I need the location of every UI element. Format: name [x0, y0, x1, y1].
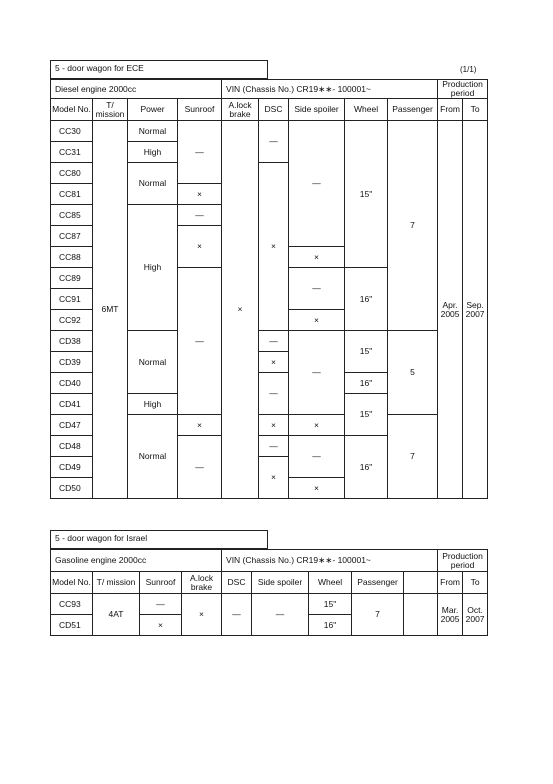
header-power: Power [128, 99, 178, 121]
header-from: From [438, 99, 463, 121]
israel-spec-table [50, 549, 488, 636]
spoiler-cell: — [252, 594, 309, 636]
model-cell: CC89 [51, 268, 93, 289]
passenger-cell: 5 [388, 331, 438, 415]
sunroof-cell: — [178, 436, 222, 499]
alock-cell: × [182, 594, 222, 636]
spoiler-cell: × [289, 310, 345, 331]
sunroof-cell: — [178, 268, 222, 415]
dsc-cell: × [259, 352, 289, 373]
ece-spec-table [50, 79, 488, 499]
model-cell: CD50 [51, 478, 93, 499]
model-cell: CD40 [51, 373, 93, 394]
dsc-cell: — [222, 594, 252, 636]
sunroof-cell: — [178, 121, 222, 184]
passenger-cell: 7 [388, 415, 438, 499]
model-cell: CC31 [51, 142, 93, 163]
spoiler-cell: — [289, 436, 345, 478]
sunroof-cell: × [178, 226, 222, 268]
spoiler-cell: × [289, 415, 345, 436]
header-blank [404, 572, 438, 594]
spoiler-cell: — [289, 268, 345, 310]
header-side-spoiler: Side spoiler [252, 572, 309, 594]
header-dsc: DSC [259, 99, 289, 121]
power-cell: Normal [128, 331, 178, 394]
passenger-cell: 7 [388, 121, 438, 331]
to-cell: Sep. 2007 [463, 121, 488, 499]
ece-engine: Diesel engine 2000cc [51, 80, 222, 99]
wheel-cell: 15" [345, 331, 388, 373]
wheel-cell: 16" [345, 268, 388, 331]
ece-vin: VIN (Chassis No.) CR19∗∗- 100001~ [222, 80, 438, 99]
spoiler-cell: — [289, 121, 345, 247]
model-cell: CC30 [51, 121, 93, 142]
wheel-cell: 15" [345, 394, 388, 436]
dsc-cell: — [259, 373, 289, 415]
power-cell: Normal [128, 163, 178, 205]
israel-production-period: Production period [438, 550, 488, 572]
alock-cell: × [222, 121, 259, 499]
model-cell: CC88 [51, 247, 93, 268]
israel-engine: Gasoline engine 2000cc [51, 550, 222, 572]
model-cell: CC91 [51, 289, 93, 310]
from-cell: Mar. 2005 [438, 594, 463, 636]
header-transmission: T/ mission [93, 572, 140, 594]
header-alock-brake: A.lock brake [222, 99, 259, 121]
header-from: From [438, 572, 463, 594]
wheel-cell: 15" [309, 594, 352, 615]
header-passenger: Passenger [352, 572, 404, 594]
model-cell: CC85 [51, 205, 93, 226]
dsc-cell: × [259, 415, 289, 436]
model-cell: CC87 [51, 226, 93, 247]
dsc-cell: × [259, 457, 289, 499]
model-cell: CD39 [51, 352, 93, 373]
sunroof-cell: × [140, 615, 182, 636]
to-cell: Oct. 2007 [463, 594, 488, 636]
wheel-cell: 16" [309, 615, 352, 636]
wheel-cell: 15" [345, 121, 388, 268]
header-alock-brake: A.lock brake [182, 572, 222, 594]
header-transmission: T/ mission [93, 99, 128, 121]
ece-production-period: Production period [438, 80, 488, 99]
header-wheel: Wheel [309, 572, 352, 594]
model-cell: CC93 [51, 594, 93, 615]
header-sunroof: Sunroof [178, 99, 222, 121]
israel-vin: VIN (Chassis No.) CR19∗∗- 100001~ [222, 550, 438, 572]
header-to: To [463, 99, 488, 121]
wheel-cell: 16" [345, 373, 388, 394]
power-cell: High [128, 394, 178, 415]
page-number: (1/1) [460, 65, 477, 74]
header-passenger: Passenger [388, 99, 438, 121]
dsc-cell: — [259, 121, 289, 163]
transmission-cell: 4AT [93, 594, 140, 636]
model-cell: CD51 [51, 615, 93, 636]
sunroof-cell: — [178, 205, 222, 226]
header-wheel: Wheel [345, 99, 388, 121]
israel-title: 5 - door wagon for Israel [50, 530, 268, 549]
sunroof-cell: × [178, 415, 222, 436]
sunroof-cell: × [178, 184, 222, 205]
transmission-cell: 6MT [93, 121, 128, 499]
model-cell: CD41 [51, 394, 93, 415]
power-cell: Normal [128, 415, 178, 499]
ece-title: 5 - door wagon for ECE [50, 60, 268, 79]
header-model-no: Model No. [51, 572, 93, 594]
header-side-spoiler: Side spoiler [289, 99, 345, 121]
dsc-cell: — [259, 331, 289, 352]
blank-cell [404, 594, 438, 636]
header-dsc: DSC [222, 572, 252, 594]
model-cell: CD48 [51, 436, 93, 457]
from-cell: Apr. 2005 [438, 121, 463, 499]
spoiler-cell: × [289, 478, 345, 499]
model-cell: CC80 [51, 163, 93, 184]
header-sunroof: Sunroof [140, 572, 182, 594]
passenger-cell: 7 [352, 594, 404, 636]
power-cell: High [128, 142, 178, 163]
model-cell: CD47 [51, 415, 93, 436]
spoiler-cell: × [289, 247, 345, 268]
wheel-cell: 16" [345, 436, 388, 499]
header-to: To [463, 572, 488, 594]
model-cell: CD38 [51, 331, 93, 352]
dsc-cell: — [259, 436, 289, 457]
power-cell: High [128, 205, 178, 331]
power-cell: Normal [128, 121, 178, 142]
sunroof-cell: — [140, 594, 182, 615]
model-cell: CC92 [51, 310, 93, 331]
header-model-no: Model No. [51, 99, 93, 121]
spoiler-cell: — [289, 331, 345, 415]
dsc-cell: × [259, 163, 289, 331]
model-cell: CC81 [51, 184, 93, 205]
model-cell: CD49 [51, 457, 93, 478]
